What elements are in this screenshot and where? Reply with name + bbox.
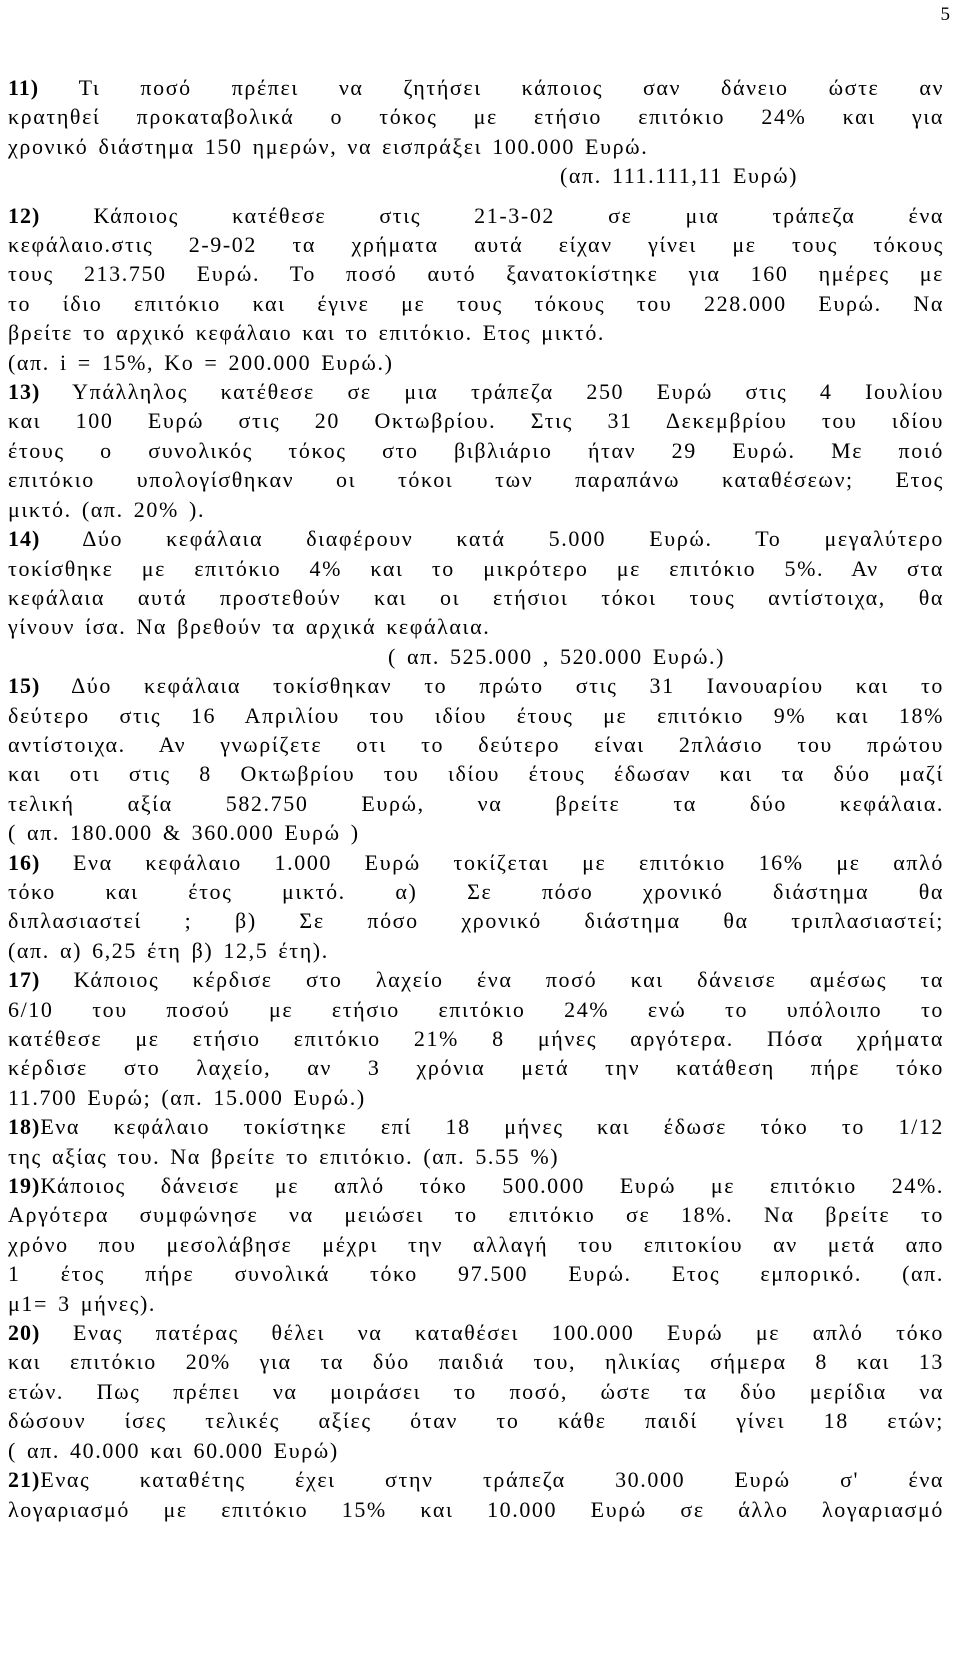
problem-text-line: κεφάλαιο.στις 2-9-02 τα χρήματα αυτά είχαν γίνει με τους τόκους — [8, 232, 944, 258]
problem-21 — [8, 1465, 944, 1524]
problem-text-line: δώσουν ίσες τελικές αξίες όταν το κάθε παιδί γίνει 18 ετών; — [8, 1408, 944, 1434]
problem-number: 14) — [8, 526, 41, 552]
problem-17 — [8, 965, 944, 1112]
problem-text-line: 1 έτος πήρε συνολικά τόκο 97.500 Ευρώ. Ετος εμπορικό. (απ. — [8, 1261, 944, 1287]
problem-text-line: μικτό. (απ. 20% ). — [8, 496, 206, 522]
problem-text-line: τελική αξία 582.750 Ευρώ, να βρείτε τα δύο κεφάλαια. — [8, 790, 944, 816]
problem-text-line: Κάποιος κατέθεσε στις 21-3-02 σε μια τράπεζα ένα — [93, 202, 944, 228]
problem-text-line: (απ. i = 15%, Κο = 200.000 Ευρώ.) — [8, 349, 394, 375]
problem-text-line: χρονικό διάστημα 150 ημερών, να εισπράξει 100.000 Ευρώ. — [8, 133, 649, 159]
problem-text-line: κεφάλαια αυτά προστεθούν και οι ετήσιοι τόκοι τους αντίστοιχα, θα — [8, 584, 944, 610]
problem-text-line: ( απ. 180.000 & 360.000 Ευρώ ) — [8, 820, 360, 846]
problem-11 — [8, 73, 944, 191]
problem-number: 15) — [8, 673, 41, 699]
problem-number: 12) — [8, 202, 41, 228]
problem-text-line: τους 213.750 Ευρώ. Το ποσό αυτό ξανατοκίστηκε για 160 ημέρες με — [8, 261, 944, 287]
problem-18 — [8, 1112, 944, 1171]
problem-text-line: επιτόκιο υπολογίσθηκαν οι τόκοι των παραπάνω καταθέσεων; Ετος — [8, 467, 944, 493]
problem-number: 16) — [8, 849, 41, 875]
problem-text-line: Αργότερα συμφώνησε να μειώσει το επιτόκιο σε 18%. Να βρείτε το — [8, 1202, 944, 1228]
problem-16 — [8, 848, 944, 966]
answer-text: ( απ. 525.000 , 520.000 Ευρώ.) — [388, 643, 726, 669]
problem-text-line: βρείτε το αρχικό κεφάλαιο και το επιτόκιο. Ετος μικτό. — [8, 320, 606, 346]
problem-text-line: τόκο και έτος μικτό. α) Σε πόσο χρονικό διάστημα θα — [8, 878, 944, 904]
problem-text-line: Ενα κεφάλαιο 1.000 Ευρώ τοκίζεται με επιτόκιο 16% με απλό — [73, 849, 944, 875]
problem-12 — [8, 201, 944, 377]
problem-text-line: 6/10 του ποσού με ετήσιο επιτόκιο 24% ενώ το υπόλοιπο το — [8, 996, 944, 1022]
problem-text-line: Υπάλληλος κατέθεσε σε μια τράπεζα 250 Ευρώ στις 4 Ιουλίου — [72, 379, 944, 405]
problem-text-line: ( απ. 40.000 και 60.000 Ευρώ) — [8, 1437, 339, 1463]
problem-number: 20) — [8, 1320, 41, 1346]
problem-text-line: δεύτερο στις 16 Απριλίου του ιδίου έτους με επιτόκιο 9% και 18% — [8, 702, 944, 728]
problem-text-line: Ενας καταθέτης έχει στην τράπεζα 30.000 Ευρώ σ' ένα — [40, 1467, 944, 1493]
problem-text-line: και επιτόκιο 20% για τα δύο παιδιά του, ηλικίας σήμερα 8 και 13 — [8, 1349, 944, 1375]
problem-number: 19) — [8, 1173, 41, 1199]
problem-text-line: το ίδιο επιτόκιο και έγινε με τους τόκους του 228.000 Ευρώ. Να — [8, 290, 944, 316]
problem-text-line: Κάποιος κέρδισε στο λαχείο ένα ποσό και δάνεισε αμέσως τα — [73, 967, 944, 993]
problem-text-line: Ενα κεφάλαιο τοκίστηκε επί 18 μήνες και έδωσε τόκο το 1/12 — [40, 1114, 944, 1140]
page-number: 5 — [940, 4, 950, 25]
problem-text-line: γίνουν ίσα. Να βρεθούν τα αρχικά κεφάλαια. — [8, 614, 491, 640]
answer-text: (απ. 111.111,11 Ευρώ) — [560, 163, 799, 189]
problem-number: 18) — [8, 1114, 41, 1140]
problem-text-line: λογαριασμό με επιτόκιο 15% και 10.000 Ευρώ σε άλλο λογαριασμό — [8, 1496, 944, 1522]
problem-text-line: Δύο κεφάλαια διαφέρουν κατά 5.000 Ευρώ. Το μεγαλύτερο — [82, 526, 944, 552]
problem-text-line: ετών. Πως πρέπει να μοιράσει το ποσό, ώστε τα δύο μερίδια να — [8, 1378, 944, 1404]
problem-text-line: και οτι στις 8 Οκτωβρίου του ιδίου έτους έδωσαν και τα δύο μαζί — [8, 761, 944, 787]
problem-text-line: της αξίας του. Να βρείτε το επιτόκιο. (απ. 5.55 %) — [8, 1143, 560, 1169]
document-body — [8, 73, 944, 1524]
problem-text-line: 11.700 Ευρώ; (απ. 15.000 Ευρώ.) — [8, 1084, 366, 1110]
problem-text-line: Ενας πατέρας θέλει να καταθέσει 100.000 Ευρώ με απλό τόκο — [73, 1320, 944, 1346]
problem-text-line: Δύο κεφάλαια τοκίσθηκαν το πρώτο στις 31 Ιανουαρίου και το — [71, 673, 944, 699]
problem-text-line: αντίστοιχα. Αν γνωρίζετε οτι το δεύτερο είναι 2πλάσιο του πρώτου — [8, 731, 944, 757]
problem-text-line: κρατηθεί προκαταβολικά ο τόκος με ετήσιο επιτόκιο 24% και για — [8, 104, 944, 130]
problem-text-line: (απ. α) 6,25 έτη β) 12,5 έτη). — [8, 937, 329, 963]
problem-13 — [8, 377, 944, 524]
problem-text-line: έτους ο συνολικός τόκος στο βιβλιάριο ήταν 29 Ευρώ. Με ποιό — [8, 437, 944, 463]
problem-text-line: κατέθεσε με ετήσιο επιτόκιο 21% 8 μήνες αργότερα. Πόσα χρήματα — [8, 1026, 944, 1051]
problem-19 — [8, 1171, 944, 1318]
problem-text-line: Κάποιος δάνεισε με απλό τόκο 500.000 Ευρώ με επιτόκιο 24%. — [40, 1173, 944, 1199]
problem-number: 13) — [8, 379, 41, 405]
problem-20 — [8, 1318, 944, 1465]
problem-14 — [8, 524, 944, 671]
problem-text-line: διπλασιαστεί ; β) Σε πόσο χρονικό διάστημα θα τριπλασιαστεί; — [8, 908, 944, 934]
problem-number: 17) — [8, 967, 41, 993]
problem-text-line: Τι ποσό πρέπει να ζητήσει κάποιος σαν δάνειο ώστε αν — [78, 75, 945, 100]
problem-text-line: τοκίσθηκε με επιτόκιο 4% και το μικρότερο με επιτόκιο 5%. Αν στα — [8, 555, 944, 581]
problem-text-line: κέρδισε στο λαχείο, αν 3 χρόνια μετά την κατάθεση πήρε τόκο — [8, 1055, 944, 1081]
problem-text-line: και 100 Ευρώ στις 20 Οκτωβρίου. Στις 31 Δεκεμβρίου του ιδίου — [8, 408, 944, 434]
problem-number: 11) — [8, 75, 40, 100]
problem-15 — [8, 671, 944, 847]
problem-text-line: χρόνο που μεσολάβησε μέχρι την αλλαγή του επιτοκίου αν μετά απο — [8, 1231, 944, 1257]
problem-number: 21) — [8, 1467, 41, 1493]
problem-text-line: μ1= 3 μήνες). — [8, 1290, 157, 1316]
